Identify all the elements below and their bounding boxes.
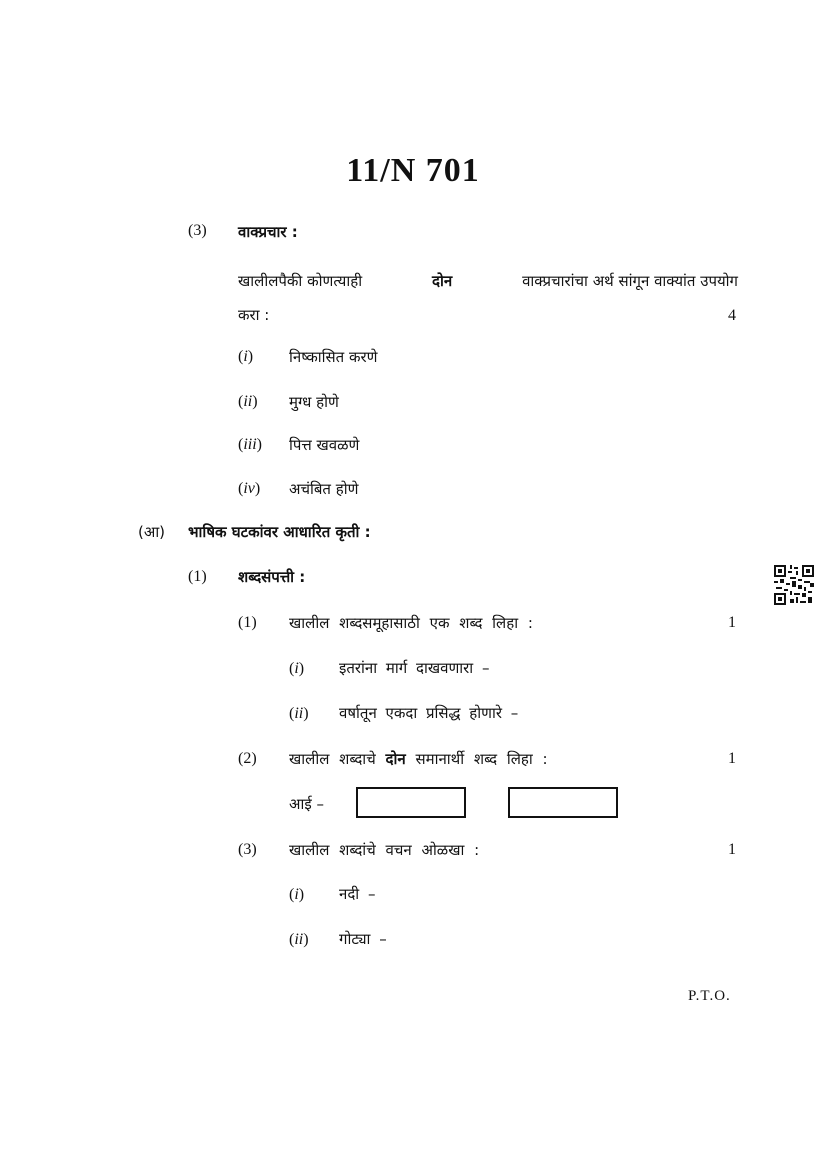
list-item-label: (ii)	[289, 705, 309, 722]
list-item: गोट्या –	[339, 930, 387, 948]
q2-word: आई –	[289, 795, 324, 813]
pto-label: P.T.O.	[688, 988, 731, 1004]
section-3-title: वाक्प्रचार :	[238, 223, 298, 241]
list-item: निष्कासित करणे	[289, 348, 378, 366]
instruction-part2: वाक्प्रचारांचा अर्थ सांगून वाक्यांत उपयोग	[522, 272, 738, 290]
list-item-label: (i)	[289, 886, 305, 903]
q1-number: (1)	[238, 614, 257, 631]
q1-marks: 1	[728, 614, 736, 631]
qr-code-icon	[774, 565, 814, 605]
list-item-label: (iii)	[238, 436, 262, 453]
list-item: मुग्ध होणे	[289, 393, 339, 411]
list-item-label: (ii)	[289, 931, 309, 948]
list-item-label: (iv)	[238, 480, 261, 497]
list-item: पित्त खवळणे	[289, 436, 360, 454]
q3-text: खालील शब्दांचे वचन ओळखा :	[289, 841, 480, 859]
instruction-part1: खालीलपैकी कोणत्याही	[238, 272, 363, 290]
section-3-marks: 4	[728, 307, 736, 324]
q2-number: (2)	[238, 750, 257, 767]
q3-number: (3)	[238, 841, 257, 858]
vocab-title: शब्दसंपत्ती :	[238, 568, 306, 586]
section-3-instruction-line1	[238, 271, 738, 291]
instruction-bold: दोन	[432, 272, 453, 290]
list-item-label: (ii)	[238, 393, 258, 410]
q2-marks: 1	[728, 750, 736, 767]
q3-marks: 1	[728, 841, 736, 858]
list-item: वर्षातून एकदा प्रसिद्ध होणारे –	[339, 704, 519, 722]
q2-text: खालील शब्दाचे दोन समानार्थी शब्द लिहा :	[289, 750, 548, 768]
section-aa-title: भाषिक घटकांवर आधारित कृती :	[188, 523, 371, 541]
q1-text: खालील शब्दसमूहासाठी एक शब्द लिहा :	[289, 614, 533, 632]
answer-box-2[interactable]	[508, 787, 618, 818]
list-item: अचंबित होणे	[289, 480, 359, 498]
section-aa-label: (आ)	[138, 523, 166, 541]
list-item-label: (i)	[289, 660, 305, 677]
section-3-instruction-line2: करा :	[238, 306, 270, 324]
vocab-number: (1)	[188, 568, 207, 585]
page-code: 11/N 701	[346, 152, 480, 189]
list-item: नदी –	[339, 885, 376, 903]
section-3-number: (3)	[188, 222, 207, 239]
list-item-label: (i)	[238, 348, 254, 365]
answer-box-1[interactable]	[356, 787, 466, 818]
list-item: इतरांना मार्ग दाखवणारा –	[339, 659, 490, 677]
